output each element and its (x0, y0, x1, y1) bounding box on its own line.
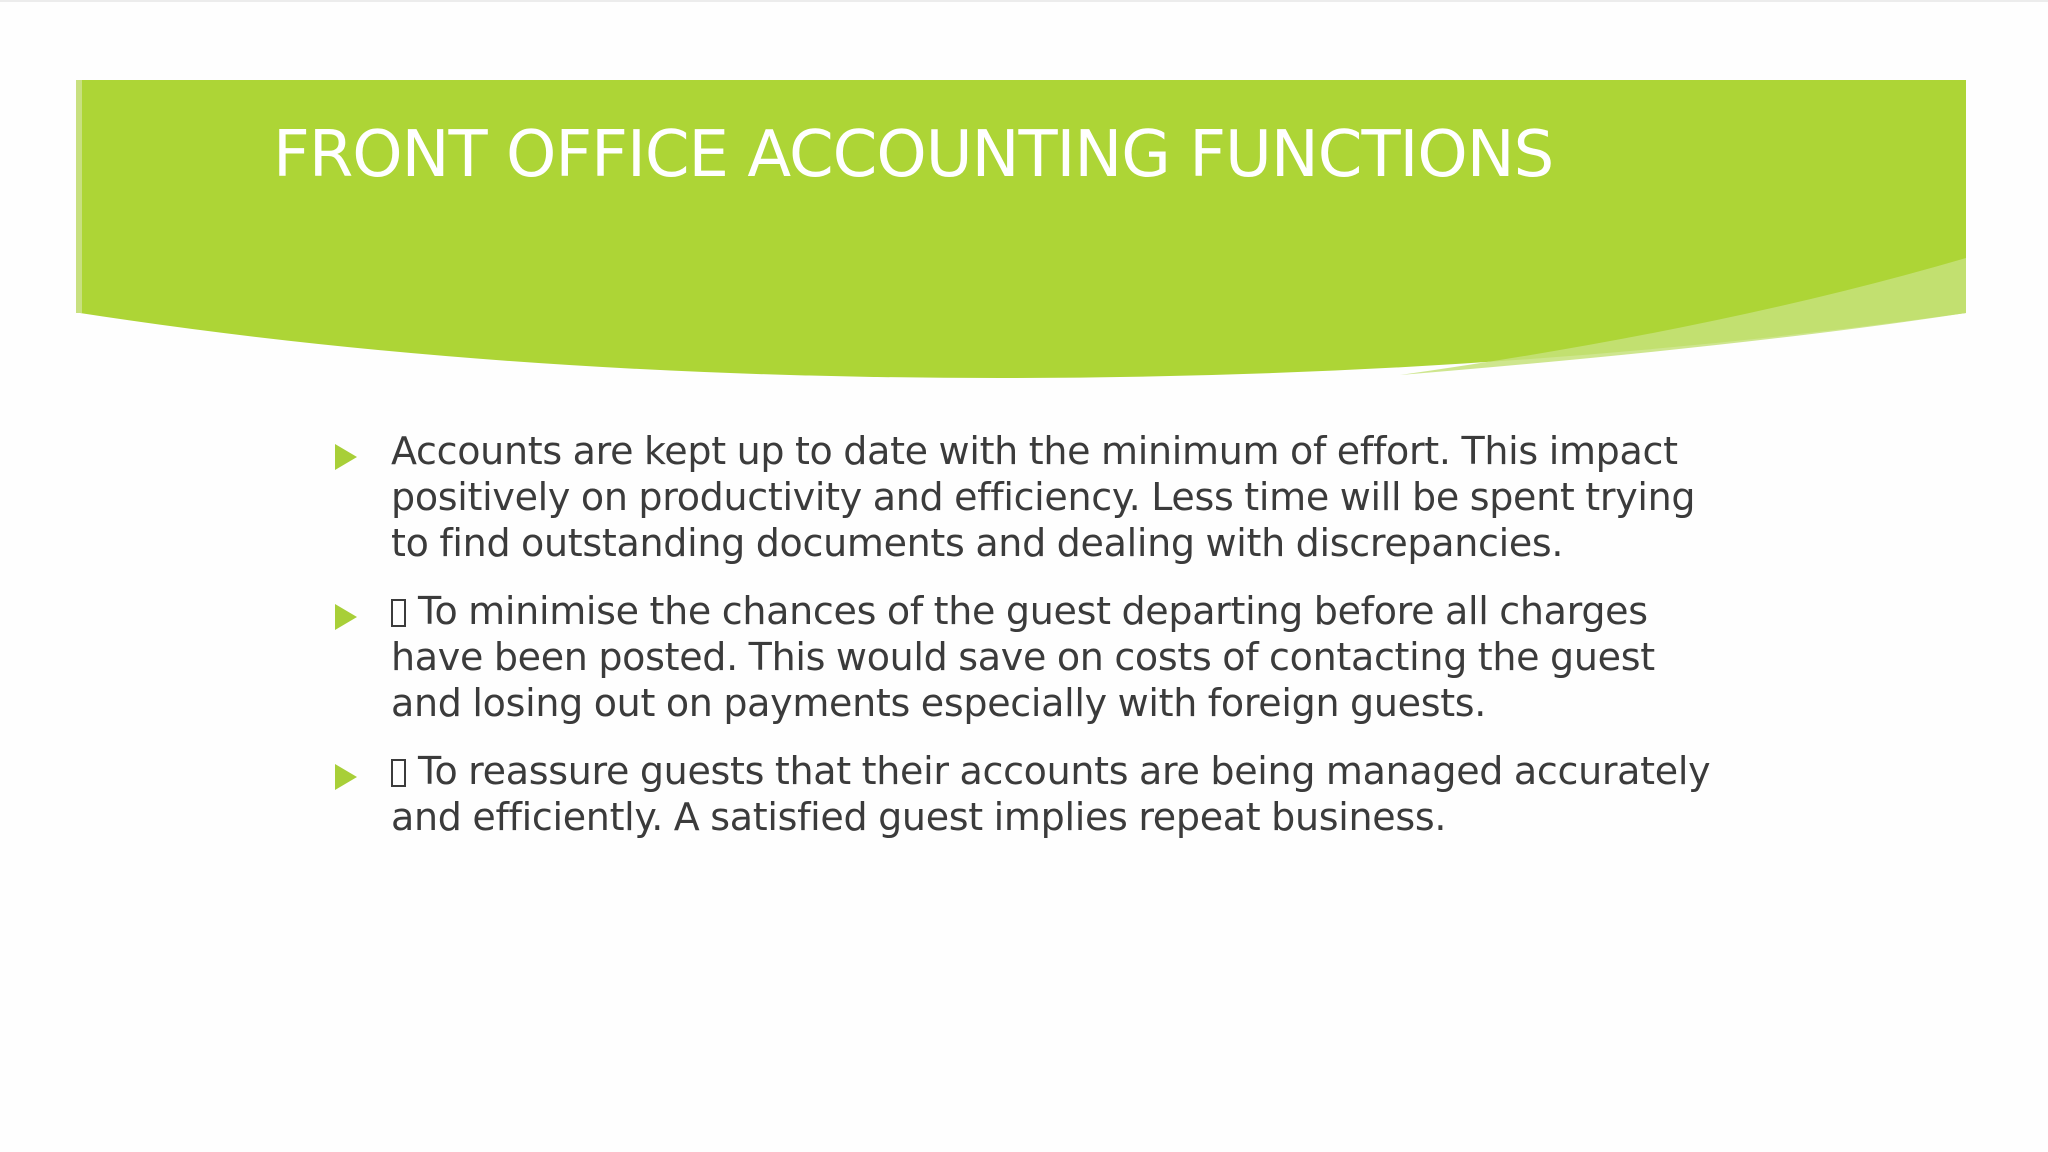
missing-glyph-box-icon (391, 599, 406, 627)
banner-left-shade (76, 80, 82, 313)
bullet-arrow-icon (335, 764, 357, 790)
bullet-text (391, 428, 1725, 566)
slide-title: FRONT OFFICE ACCOUNTING FUNCTIONS (273, 118, 1554, 192)
bullet-arrow-icon (335, 444, 357, 470)
bullet-item (335, 588, 1725, 726)
bullet-text-content: To minimise the chances of the guest departing before all charges have been posted. This would save on costs of contacting the guest and losing out on payments especially with foreign guests. (391, 589, 1655, 725)
bullet-item (335, 428, 1725, 566)
bullet-text-content: To reassure guests that their accounts are being managed accurately and efficiently. A satisfied guest implies repeat business. (391, 749, 1711, 839)
bullet-item (335, 748, 1725, 840)
bullet-text (391, 588, 1725, 726)
bullet-text (391, 748, 1725, 840)
bullet-list (335, 428, 1725, 862)
title-banner (0, 0, 2048, 400)
bullet-text-content: Accounts are kept up to date with the minimum of effort. This impact positively on productivity and efficiency. Less time will be spent trying to find outstanding documents and dealing with discrepancies. (391, 429, 1696, 565)
bullet-arrow-icon (335, 604, 357, 630)
missing-glyph-box-icon (391, 759, 406, 787)
